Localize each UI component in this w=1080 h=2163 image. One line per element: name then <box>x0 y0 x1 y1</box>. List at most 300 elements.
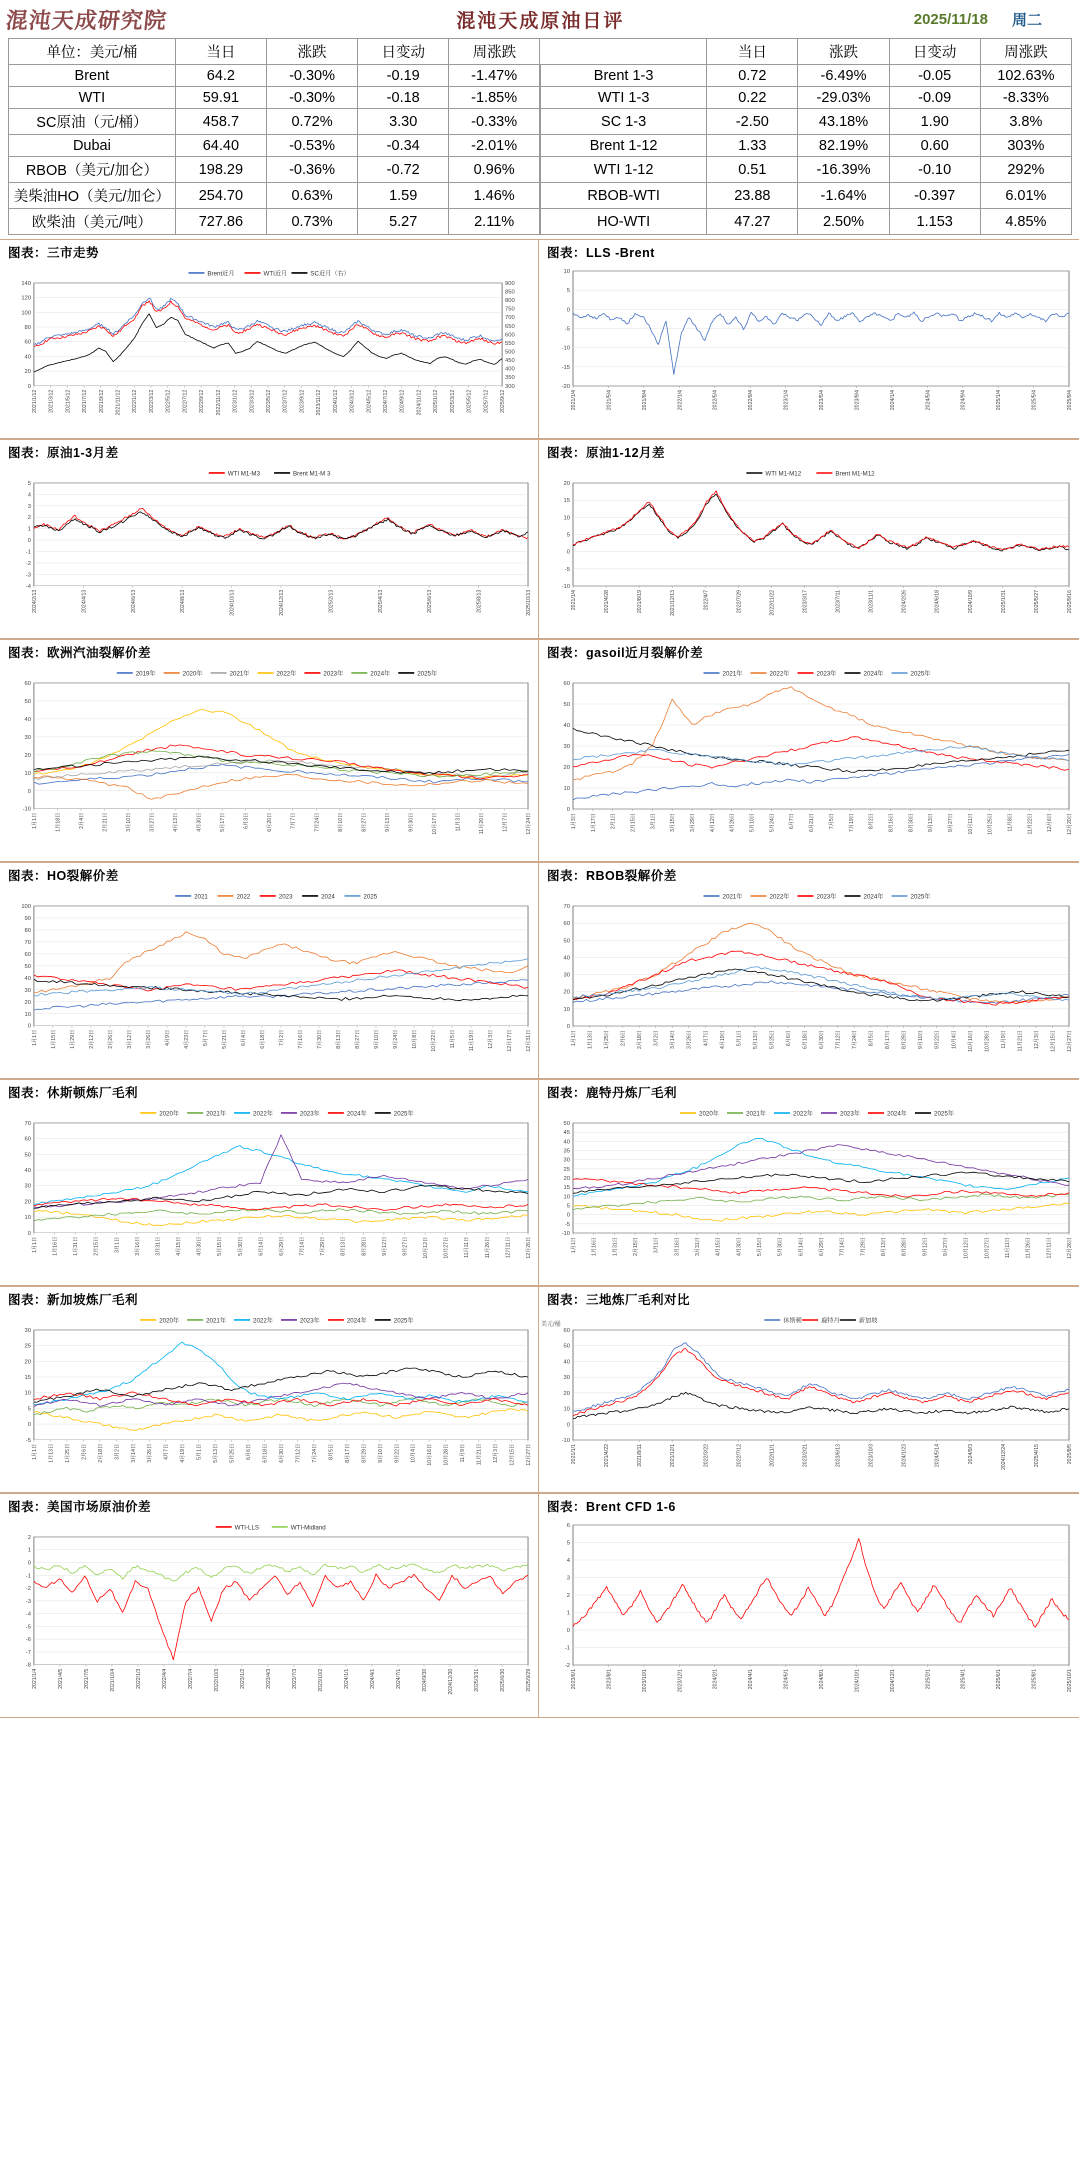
svg-text:8月10日: 8月10日 <box>337 812 344 832</box>
svg-text:2022/1/12: 2022/1/12 <box>132 389 139 413</box>
svg-text:3月15日: 3月15日 <box>670 813 677 833</box>
svg-text:9月27日: 9月27日 <box>943 1237 949 1257</box>
cell-today: 64.2 <box>175 65 266 87</box>
svg-text:2021/4/5: 2021/4/5 <box>57 1668 64 1689</box>
svg-text:70: 70 <box>24 939 31 946</box>
svg-text:-3: -3 <box>25 572 31 579</box>
cell-daily: 5.27 <box>358 209 449 235</box>
chart-area <box>539 1310 1079 1492</box>
svg-text:10月27日: 10月27日 <box>443 1236 450 1259</box>
chart-title: 图表：新加坡炼厂毛利 <box>8 1293 139 1307</box>
svg-text:0: 0 <box>27 1560 31 1567</box>
report-date: 2025/11/18 <box>913 10 988 28</box>
svg-text:0: 0 <box>27 1230 31 1237</box>
svg-text:2021/8/19: 2021/8/19 <box>637 590 644 614</box>
svg-text:2024/8/13: 2024/8/13 <box>180 589 187 613</box>
svg-text:6月18日: 6月18日 <box>259 1029 266 1049</box>
svg-text:2022/3/12: 2022/3/12 <box>148 389 155 413</box>
svg-text:1月1日: 1月1日 <box>31 1236 38 1253</box>
svg-text:2月6日: 2月6日 <box>620 1030 627 1047</box>
cell-change: -0.30% <box>266 65 357 87</box>
svg-text:5: 5 <box>566 288 570 295</box>
svg-text:6月20日: 6月20日 <box>267 812 274 832</box>
svg-text:15: 15 <box>563 1185 570 1192</box>
svg-text:2022/11/12: 2022/11/12 <box>215 389 222 416</box>
chart-area <box>0 263 538 438</box>
svg-text:2020年: 2020年 <box>159 1110 180 1118</box>
svg-text:70: 70 <box>563 904 570 910</box>
svg-text:750: 750 <box>505 306 515 313</box>
page-header <box>0 0 1080 38</box>
svg-text:4: 4 <box>27 492 31 499</box>
svg-text:2021年: 2021年 <box>206 1317 227 1325</box>
svg-text:6月30日: 6月30日 <box>278 1443 285 1463</box>
svg-text:2023/9/12: 2023/9/12 <box>299 389 306 413</box>
svg-text:2024/10/1: 2024/10/1 <box>854 1669 861 1693</box>
svg-text:5月1日: 5月1日 <box>196 1443 203 1460</box>
svg-text:2021/1/12: 2021/1/12 <box>31 389 38 413</box>
svg-text:7月30日: 7月30日 <box>316 1029 323 1049</box>
cell-today: 727.86 <box>175 209 266 235</box>
svg-text:2023/9/4: 2023/9/4 <box>854 390 861 411</box>
svg-text:Brent近月: Brent近月 <box>207 270 235 278</box>
svg-text:50: 50 <box>24 1152 31 1159</box>
svg-text:2024/9/12: 2024/9/12 <box>399 389 406 413</box>
cell-daily: 1.153 <box>889 209 980 235</box>
svg-text:2022年: 2022年 <box>793 1110 813 1118</box>
svg-text:700: 700 <box>505 315 515 322</box>
svg-text:30: 30 <box>24 1183 31 1190</box>
svg-text:2025/8/13: 2025/8/13 <box>476 589 483 613</box>
svg-text:11月5日: 11月5日 <box>449 1029 456 1049</box>
svg-text:4月30日: 4月30日 <box>196 1236 203 1256</box>
svg-text:8月13日: 8月13日 <box>335 1029 342 1049</box>
svg-text:2020年: 2020年 <box>699 1110 719 1118</box>
svg-text:2023年: 2023年 <box>299 1110 320 1118</box>
svg-text:2025/8/5: 2025/8/5 <box>1067 1444 1073 1465</box>
svg-text:2023年: 2023年 <box>299 1317 320 1325</box>
svg-text:2月18日: 2月18日 <box>97 1443 104 1463</box>
chart-area <box>0 1310 538 1492</box>
svg-text:20: 20 <box>563 481 570 487</box>
svg-text:2022/1/4: 2022/1/4 <box>677 390 684 411</box>
svg-text:20: 20 <box>24 1359 31 1366</box>
svg-text:2024/2/1: 2024/2/1 <box>712 1669 719 1690</box>
svg-text:20: 20 <box>563 1176 570 1182</box>
svg-text:3月14日: 3月14日 <box>130 1443 137 1463</box>
svg-text:5月15日: 5月15日 <box>757 1237 763 1257</box>
svg-text:2025年: 2025年 <box>393 1110 414 1118</box>
svg-text:1月16日: 1月16日 <box>591 1237 598 1257</box>
svg-text:40: 40 <box>24 975 31 982</box>
svg-text:8月28日: 8月28日 <box>361 1236 368 1256</box>
svg-text:9月22日: 9月22日 <box>394 1443 401 1463</box>
svg-text:3月10日: 3月10日 <box>126 812 133 832</box>
svg-text:2月6日: 2月6日 <box>81 1443 88 1460</box>
svg-text:11月9日: 11月9日 <box>460 1443 467 1463</box>
col-daily-right: 日变动 <box>889 39 980 65</box>
svg-text:WTI M1-M3: WTI M1-M3 <box>227 470 261 478</box>
svg-text:12月11日: 12月11日 <box>505 1236 512 1259</box>
chart-panel-houston-margin <box>0 1079 539 1286</box>
svg-text:2024/12/30: 2024/12/30 <box>447 1668 454 1695</box>
svg-text:9月24日: 9月24日 <box>392 1029 399 1049</box>
svg-text:2019年: 2019年 <box>135 670 156 678</box>
chart-title: 图表：Brent CFD 1-6 <box>547 1500 676 1514</box>
svg-text:2023/8/1: 2023/8/1 <box>606 1669 613 1690</box>
svg-text:7月7日: 7月7日 <box>290 812 297 829</box>
svg-text:9月12日: 9月12日 <box>922 1237 929 1257</box>
svg-text:10: 10 <box>24 1390 31 1397</box>
svg-text:30: 30 <box>563 744 570 750</box>
cell-daily: 3.30 <box>358 109 449 135</box>
svg-text:2024年: 2024年 <box>346 1110 367 1118</box>
svg-text:2024/10/13: 2024/10/13 <box>229 589 236 616</box>
svg-text:2025年: 2025年 <box>393 1317 414 1325</box>
svg-text:2023/3/17: 2023/3/17 <box>802 590 809 614</box>
svg-text:2025/9/29: 2025/9/29 <box>526 1668 533 1692</box>
table-row <box>9 87 1072 109</box>
svg-text:2025/4/13: 2025/4/13 <box>377 589 384 613</box>
cell-weekly: 303% <box>980 135 1071 157</box>
svg-text:-10: -10 <box>22 806 31 813</box>
svg-text:650: 650 <box>505 323 515 330</box>
chart-svg-three-markets <box>0 263 538 438</box>
cell-weekly: -8.33% <box>980 87 1071 109</box>
row-label: RBOB（美元/加仑） <box>9 157 176 183</box>
svg-text:0: 0 <box>27 1422 31 1429</box>
cell-today: 254.70 <box>175 183 266 209</box>
svg-text:2024: 2024 <box>321 893 335 901</box>
svg-text:2021年: 2021年 <box>206 1110 227 1118</box>
svg-text:40: 40 <box>24 354 31 361</box>
svg-text:2024/6/18: 2024/6/18 <box>934 590 941 614</box>
cell-today: 458.7 <box>175 109 266 135</box>
table-row <box>9 135 1072 157</box>
svg-text:100: 100 <box>21 903 31 910</box>
svg-text:5月15日: 5月15日 <box>217 1236 224 1256</box>
svg-text:2022年: 2022年 <box>769 670 790 678</box>
svg-text:2025/1/31: 2025/1/31 <box>1000 590 1007 614</box>
unit-label: 单位：美元/桶 <box>9 39 176 65</box>
svg-text:3月1日: 3月1日 <box>650 813 657 830</box>
svg-text:6月7日: 6月7日 <box>789 813 796 830</box>
svg-text:10月22日: 10月22日 <box>430 1029 437 1052</box>
page-title: 混沌天成原油日评 <box>456 10 625 32</box>
chart-panel-three-markets <box>0 239 539 439</box>
svg-text:1月31日: 1月31日 <box>73 1236 80 1256</box>
svg-text:11月11日: 11月11日 <box>464 1236 471 1258</box>
svg-text:2023/6/13: 2023/6/13 <box>835 1444 842 1468</box>
cell-today: 0.72 <box>707 65 798 87</box>
svg-text:80: 80 <box>24 325 31 332</box>
svg-text:7月24日: 7月24日 <box>314 812 321 832</box>
svg-text:1月13日: 1月13日 <box>587 1030 594 1050</box>
svg-text:6月18日: 6月18日 <box>262 1443 269 1463</box>
svg-text:1月18日: 1月18日 <box>55 812 62 832</box>
svg-text:10: 10 <box>24 770 31 777</box>
svg-text:25: 25 <box>24 1343 31 1350</box>
svg-text:3月31日: 3月31日 <box>155 1236 162 1256</box>
price-table-body <box>9 65 1072 235</box>
svg-text:2024/2/26: 2024/2/26 <box>901 590 908 614</box>
svg-text:7月5日: 7月5日 <box>828 813 835 830</box>
chart-svg-rotterdam-margin <box>539 1103 1079 1285</box>
cell-change: -6.49% <box>798 65 889 87</box>
svg-text:12月7日: 12月7日 <box>502 812 509 832</box>
svg-text:-6: -6 <box>25 1637 31 1644</box>
svg-text:1月13日: 1月13日 <box>48 1443 55 1463</box>
svg-text:2025/6/1: 2025/6/1 <box>996 1669 1003 1690</box>
svg-text:500: 500 <box>505 349 515 356</box>
svg-text:5月1日: 5月1日 <box>736 1030 743 1047</box>
svg-text:2025/9/4: 2025/9/4 <box>1067 390 1073 411</box>
svg-text:300: 300 <box>505 383 515 390</box>
svg-text:2024/3/12: 2024/3/12 <box>349 389 356 413</box>
svg-text:5: 5 <box>27 480 31 487</box>
row-label: 欧柴油（美元/吨） <box>9 209 176 235</box>
svg-text:5: 5 <box>566 1540 570 1547</box>
svg-text:2022/7/12: 2022/7/12 <box>736 1444 743 1468</box>
svg-text:WTI-LLS: WTI-LLS <box>234 1524 260 1532</box>
svg-text:9月22日: 9月22日 <box>934 1030 941 1050</box>
svg-text:1月1日: 1月1日 <box>571 1030 577 1047</box>
svg-text:900: 900 <box>505 280 515 287</box>
svg-text:2024/7/1: 2024/7/1 <box>395 1668 402 1689</box>
svg-text:2024/6/13: 2024/6/13 <box>130 589 137 613</box>
svg-text:-5: -5 <box>25 1624 31 1631</box>
svg-text:6: 6 <box>566 1523 570 1529</box>
svg-text:3月1日: 3月1日 <box>653 1237 660 1254</box>
svg-text:2023/6/1: 2023/6/1 <box>571 1669 577 1690</box>
svg-text:8月29日: 8月29日 <box>901 1030 908 1050</box>
svg-text:-5: -5 <box>564 1221 570 1228</box>
svg-text:2025/2/13: 2025/2/13 <box>328 589 335 613</box>
svg-text:30: 30 <box>563 972 570 979</box>
company-logo: 混沌天成研究院 <box>4 7 169 34</box>
svg-text:5月21日: 5月21日 <box>221 1029 228 1049</box>
svg-text:2024/6/1: 2024/6/1 <box>783 1669 790 1690</box>
chart-svg-crude-m1-m3 <box>0 463 538 638</box>
svg-text:7月29日: 7月29日 <box>320 1236 327 1256</box>
svg-text:10: 10 <box>563 786 570 792</box>
svg-text:7月19日: 7月19日 <box>848 813 855 833</box>
cell-today: 0.51 <box>707 157 798 183</box>
svg-text:2022/9/4: 2022/9/4 <box>748 390 755 411</box>
svg-text:2023年: 2023年 <box>323 670 344 678</box>
cell-daily: 0.60 <box>889 135 980 157</box>
svg-text:2021/12/1: 2021/12/1 <box>670 1444 677 1468</box>
svg-text:2021/4/28: 2021/4/28 <box>604 590 611 614</box>
svg-text:10月4日: 10月4日 <box>410 1443 417 1463</box>
svg-text:10: 10 <box>563 1006 570 1013</box>
row-label: Dubai <box>9 135 176 157</box>
chart-title: 图表：LLS -Brent <box>547 246 655 260</box>
cell-daily: -0.18 <box>358 87 449 109</box>
svg-text:2025年: 2025年 <box>910 670 931 678</box>
svg-text:1: 1 <box>27 526 31 533</box>
cell-weekly: 4.85% <box>980 209 1071 235</box>
chart-panel-eu-gasoline-crack <box>0 639 539 862</box>
chart-area <box>0 463 538 638</box>
svg-text:60: 60 <box>24 1136 31 1143</box>
svg-text:4月19日: 4月19日 <box>719 1030 726 1050</box>
svg-text:2022: 2022 <box>236 893 251 901</box>
svg-text:-20: -20 <box>561 384 570 390</box>
cell-weekly: 102.63% <box>980 65 1071 87</box>
svg-text:5: 5 <box>566 532 570 539</box>
cell-daily: -0.34 <box>358 135 449 157</box>
svg-text:4月7日: 4月7日 <box>163 1443 170 1460</box>
col-weekly-left: 周涨跌 <box>449 39 540 65</box>
svg-text:8月17日: 8月17日 <box>344 1443 351 1463</box>
svg-text:2021/5/12: 2021/5/12 <box>65 389 72 413</box>
svg-text:2025/5/4: 2025/5/4 <box>1031 390 1038 411</box>
svg-text:15: 15 <box>24 1375 31 1382</box>
svg-text:12月26日: 12月26日 <box>526 1236 533 1259</box>
svg-text:5月10日: 5月10日 <box>749 813 756 833</box>
col-change-left: 涨跌 <box>266 39 357 65</box>
chart-title: 图表：gasoil近月裂解价差 <box>547 646 704 660</box>
svg-text:2021/9/4: 2021/9/4 <box>641 390 648 411</box>
svg-text:60: 60 <box>24 680 31 687</box>
chart-area <box>539 663 1079 861</box>
row-label: WTI 1-3 <box>540 87 707 109</box>
chart-grid <box>0 239 1080 1718</box>
svg-text:1月1日: 1月1日 <box>31 812 38 829</box>
svg-text:10: 10 <box>563 515 570 522</box>
chart-panel-rotterdam-margin <box>539 1079 1079 1286</box>
chart-title: 图表：HO裂解价差 <box>8 869 119 883</box>
svg-text:8月28日: 8月28日 <box>901 1237 908 1257</box>
svg-text:2023/11/1: 2023/11/1 <box>868 590 875 613</box>
col-daily-left: 日变动 <box>358 39 449 65</box>
svg-text:50: 50 <box>563 1343 570 1350</box>
svg-text:11月11日: 11月11日 <box>1005 1237 1011 1259</box>
chart-panel-singapore-margin <box>0 1286 539 1493</box>
chart-panel-lls-brent <box>539 239 1079 439</box>
svg-text:2025/6/13: 2025/6/13 <box>427 589 434 613</box>
svg-text:4月23日: 4月23日 <box>183 1029 190 1049</box>
svg-text:2023/1/4: 2023/1/4 <box>783 390 790 411</box>
svg-text:7月16日: 7月16日 <box>297 1029 304 1049</box>
svg-text:3月26日: 3月26日 <box>686 1030 693 1050</box>
svg-text:70: 70 <box>24 1120 31 1127</box>
svg-text:WTI-Midland: WTI-Midland <box>290 1524 326 1532</box>
chart-svg-eu-gasoline-crack <box>0 663 538 861</box>
chart-title: 图表：休斯顿炼厂毛利 <box>8 1086 139 1100</box>
svg-text:7月12日: 7月12日 <box>835 1030 842 1050</box>
svg-text:1月15日: 1月15日 <box>50 1029 57 1049</box>
svg-text:30: 30 <box>24 1327 31 1334</box>
svg-text:5月25日: 5月25日 <box>769 1030 776 1050</box>
svg-text:2024/4/13: 2024/4/13 <box>81 589 88 613</box>
svg-text:2024/5/4: 2024/5/4 <box>925 390 932 411</box>
svg-text:3: 3 <box>566 1575 570 1582</box>
svg-text:2025/10/13: 2025/10/13 <box>526 589 533 616</box>
svg-text:2月18日: 2月18日 <box>637 1030 644 1050</box>
svg-text:10: 10 <box>24 1011 31 1018</box>
cell-weekly: -1.85% <box>449 87 540 109</box>
svg-text:12月15日: 12月15日 <box>1050 1030 1057 1052</box>
chart-svg-lls-brent <box>539 263 1079 438</box>
svg-text:4月26日: 4月26日 <box>729 813 736 833</box>
cell-weekly: 3.8% <box>980 109 1071 135</box>
svg-text:6月3日: 6月3日 <box>243 812 250 829</box>
cell-change: -1.64% <box>798 183 889 209</box>
svg-text:60: 60 <box>563 1328 570 1334</box>
svg-text:0: 0 <box>566 807 570 813</box>
svg-text:850: 850 <box>505 289 515 296</box>
row-label: SC原油（元/桶） <box>9 109 176 135</box>
svg-text:WTI近月: WTI近月 <box>263 270 288 278</box>
cell-today: 59.91 <box>175 87 266 109</box>
svg-text:2022/7/29: 2022/7/29 <box>736 590 743 614</box>
svg-text:-15: -15 <box>561 364 570 371</box>
svg-text:1月1日: 1月1日 <box>31 1029 38 1046</box>
svg-text:2024年: 2024年 <box>887 1110 907 1118</box>
svg-text:5月13日: 5月13日 <box>213 1443 220 1463</box>
svg-text:-10: -10 <box>561 1231 570 1237</box>
svg-text:2022年: 2022年 <box>253 1317 273 1325</box>
svg-text:2022/1/3: 2022/1/3 <box>135 1668 142 1689</box>
svg-text:1月31日: 1月31日 <box>612 1237 619 1257</box>
svg-text:2020年: 2020年 <box>159 1317 180 1325</box>
row-label: Brent 1-12 <box>540 135 707 157</box>
svg-text:2021年: 2021年 <box>746 1110 766 1118</box>
svg-text:12月3日: 12月3日 <box>488 1029 495 1049</box>
svg-text:9月27日: 9月27日 <box>402 1236 409 1256</box>
svg-text:5月25日: 5月25日 <box>229 1443 236 1463</box>
svg-text:-3: -3 <box>25 1598 31 1605</box>
svg-text:2月21日: 2月21日 <box>102 812 109 832</box>
svg-text:10月8日: 10月8日 <box>411 1029 418 1049</box>
svg-text:2021: 2021 <box>194 893 208 901</box>
svg-text:3月12日: 3月12日 <box>126 1029 133 1049</box>
cell-change: -0.30% <box>266 87 357 109</box>
col-weekly-right: 周涨跌 <box>980 39 1071 65</box>
svg-text:12月24日: 12月24日 <box>526 812 533 835</box>
cell-daily: -0.72 <box>358 157 449 183</box>
svg-text:2月15日: 2月15日 <box>93 1236 100 1256</box>
svg-text:10月28日: 10月28日 <box>443 1443 450 1466</box>
svg-text:11月21日: 11月21日 <box>476 1443 483 1466</box>
svg-text:8月16日: 8月16日 <box>888 813 895 833</box>
svg-text:10: 10 <box>563 1406 570 1413</box>
svg-text:10月27日: 10月27日 <box>984 1237 991 1259</box>
svg-text:2023/7/3: 2023/7/3 <box>291 1668 298 1689</box>
svg-text:5月13日: 5月13日 <box>752 1030 759 1050</box>
svg-text:11月26日: 11月26日 <box>484 1236 491 1259</box>
svg-text:10月12日: 10月12日 <box>423 1236 430 1259</box>
svg-text:6月29日: 6月29日 <box>278 1236 285 1256</box>
chart-area <box>0 663 538 861</box>
svg-text:0: 0 <box>566 1628 570 1634</box>
svg-text:2月26日: 2月26日 <box>107 1029 114 1049</box>
svg-text:2023/7/12: 2023/7/12 <box>282 389 289 413</box>
svg-text:-4: -4 <box>25 583 31 590</box>
svg-text:2月1日: 2月1日 <box>610 813 617 830</box>
svg-text:2021/4/22: 2021/4/22 <box>604 1444 611 1468</box>
svg-text:600: 600 <box>505 332 515 339</box>
svg-text:5月24日: 5月24日 <box>769 813 776 833</box>
svg-text:5月30日: 5月30日 <box>777 1237 784 1257</box>
svg-text:10: 10 <box>563 1194 570 1201</box>
svg-text:9月27日: 9月27日 <box>947 813 954 833</box>
svg-text:3月2日: 3月2日 <box>653 1030 660 1047</box>
svg-text:12月26日: 12月26日 <box>1067 1237 1073 1259</box>
svg-text:SC近月（右）: SC近月（右） <box>310 270 350 278</box>
